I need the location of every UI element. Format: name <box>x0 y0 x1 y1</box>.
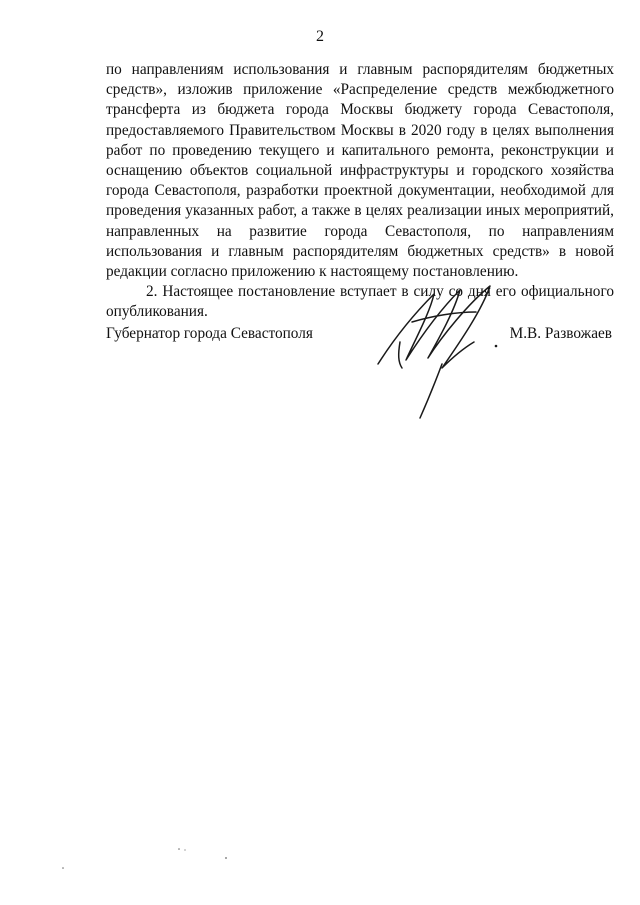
paragraph-continuation: по направлениям использования и главным распорядителям бюджетных средств», изложив приложение «Распределение средств межбюджетного трансферта из бюджета города Москвы бюджету города Севастополя, предоставляемого Правительством Москвы в 2020 году в целях выполнения работ по проведению текущего и капитального ремонта, реконструкции и оснащению объектов социальной инфраструктуры и городского хозяйства города Севастополя, разработки проектной документации, необходимой для проведения указанных работ, а также в целях реализации иных мероприятий, направленных на развитие города Севастополя, по направлениям использования и главным распорядителям бюджетных средств» в новой редакции согласно приложению к настоящему постановлению. <box>106 61 614 281</box>
signer-title: Губернатор города Севастополя <box>106 325 313 342</box>
document-body <box>106 60 614 323</box>
page-number: 2 <box>316 28 324 45</box>
handwritten-signature <box>372 282 512 422</box>
signer-name: М.В. Развожаев <box>509 325 612 342</box>
paragraph-effective-date: 2. Настоящее постановление вступает в силу со дня его официального опубликования. <box>106 283 614 321</box>
